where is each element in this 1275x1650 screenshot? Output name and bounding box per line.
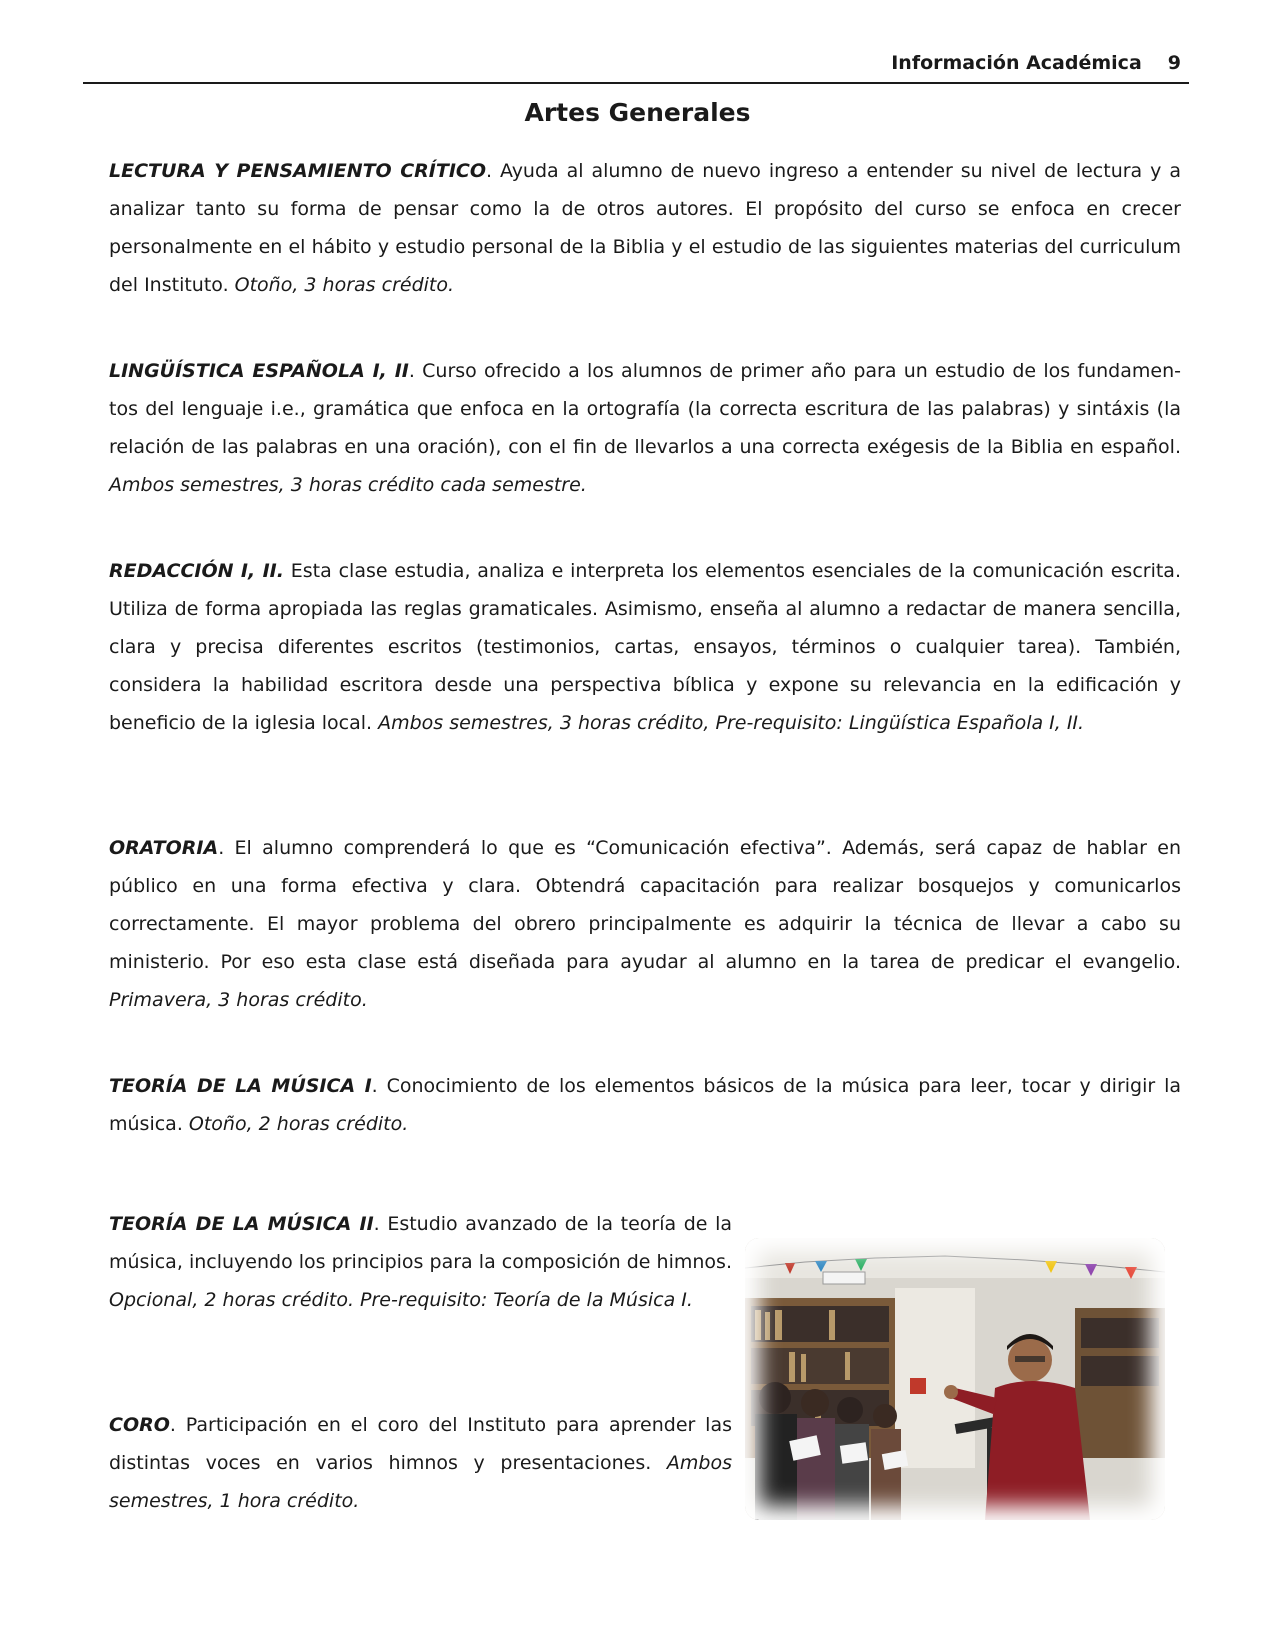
page-header — [83, 46, 1189, 84]
course-credits: Ambos semestres, 3 horas crédito cada semestre. — [109, 474, 587, 496]
course-entry-musica-2: TEORÍA DE LA MÚSICA II. Estudio avanzado de la teoría de la música, incluyendo los principios para la composición de himnos. Opcional, 2 horas crédito. Pre-requisito: Teoría de la Música I. — [109, 1213, 732, 1311]
course-description: Curso ofrecido a los alumnos de primer año para un estudio de los fundamentos del lenguaje i.e., gramática que enfoca en la ortografía (la correcta escritura de las palabras) y sintáxis (la relación de las palabras en una oración), con el fin de llevarlos a una correcta exégesis de la Biblia en español. — [109, 360, 1181, 458]
course-name: TEORÍA DE LA MÚSICA I — [109, 1075, 372, 1097]
choir-rehearsal-photo — [745, 1238, 1165, 1520]
course-name: REDACCIÓN I, II. — [109, 560, 284, 582]
course-name: LECTURA Y PENSAMIENTO CRÍTICO — [109, 160, 486, 182]
course-name: ORATORIA — [109, 837, 219, 859]
course-description: El alumno comprenderá lo que es “Comunicación efectiva”. Además, será capaz de hablar en público en una forma efectiva y clara. Obtendrá capacitación para realizar bosquejos y comunicarlos correctamente. El mayor problema del obrero principalmente es adquirir la técnica de llevar a cabo su ministerio. Por eso esta clase está diseñada para ayudar al alumno en la tarea de predicar el evangelio. — [109, 837, 1181, 973]
course-credits: Otoño, 3 horas crédito. — [234, 274, 455, 296]
course-entry-lectura: LECTURA Y PENSAMIENTO CRÍTICO. Ayuda al alumno de nuevo ingreso a entender su nivel de lectura y a analizar tanto su forma de pensar como la de otros autores. El propósito del curso se enfoca en crecer personalmente en el hábito y estudio personal de la Biblia y el estudio de las siguientes materias del curriculum del Instituto. Otoño, 3 horas crédito. — [109, 160, 1181, 296]
course-entry-linguistica: LINGÜÍSTICA ESPAÑOLA I, II. Curso ofrecido a los alumnos de primer año para un estudio de los fundamentos del lenguaje i.e., gramática que enfoca en la ortografía (la correcta escritura de las palabras) y sintáxis (la relación de las palabras en una oración), con el fin de llevarlos a una correcta exégesis de la Biblia en español. Ambos semestres, 3 horas crédito cada semestre. — [109, 360, 1181, 496]
photo-illustration — [745, 1238, 1165, 1520]
running-head — [891, 52, 1181, 74]
course-credits: Primavera — [109, 989, 207, 1011]
section-name: Información Académica — [891, 52, 1142, 74]
course-name: TEORÍA DE LA MÚSICA II — [109, 1213, 374, 1235]
course-name: LINGÜÍSTICA ESPAÑOLA I, II — [109, 360, 409, 382]
course-name: CORO — [109, 1414, 170, 1436]
page-number: 9 — [1167, 52, 1181, 74]
course-entry-oratoria: ORATORIA. El alumno comprenderá lo que es “Comunicación efectiva”. Además, será capaz de hablar en público en una forma efectiva y clara. Obtendrá capacitación para realizar bosquejos y comunicarlos correctamente. El mayor problema del obrero principalmente es adquirir la técnica de llevar a cabo su ministerio. Por eso esta clase está diseñada para ayudar al alumno en la tarea de predicar el evangelio. Primavera, 3 horas crédito. — [109, 837, 1181, 1011]
course-credits-tail: , 3 horas crédito. — [206, 989, 368, 1011]
course-credits: Opcional, 2 horas crédito. Pre-requisito: Teoría de la Música I. — [109, 1289, 693, 1311]
course-credits: Ambos semestres, 3 horas crédito, Pre-requisito: Lingüística Española I, II. — [378, 712, 1085, 734]
course-credits: Ambos semestres, 1 hora crédito. — [109, 1452, 732, 1512]
course-description: Participación en el coro del Instituto para aprender las distintas voces en varios himnos y presentaciones. — [109, 1414, 732, 1474]
course-entry-coro: CORO. Participación en el coro del Instituto para aprender las distintas voces en varios himnos y presentaciones. Ambos semestres, 1 hora crédito. — [109, 1414, 732, 1512]
course-description: Ayuda al alumno de nuevo ingreso a entender su nivel de lectura y a analizar tanto su forma de pensar como la de otros autores. El propósito del curso se enfoca en crecer personalmente en el hábito y estudio personal de la Biblia y el estudio de las siguientes materias del curriculum del Instituto. — [109, 160, 1181, 296]
course-entry-redaccion — [109, 552, 1181, 742]
course-description: Esta clase estudia, analiza e interpreta los elementos esenciales de la comunicación escrita. Utiliza de forma apropiada las reglas gramaticales. Asimismo, enseña al alumno a redactar de manera sencilla, clara y precisa diferentes escritos (testimonios, cartas, ensayos, términos o cualquier tarea). También, considera la habilidad escritora desde una perspectiva bíblica y expone su relevancia en la edificación y beneficio de la iglesia local. — [109, 560, 1181, 734]
course-credits: Otoño, 2 horas crédito. — [188, 1113, 409, 1135]
page-title: Artes Generales — [524, 98, 751, 127]
course-description: Conocimiento de los elementos básicos de la música para leer, tocar y dirigir la música. — [109, 1075, 1181, 1135]
course-entry-musica-1: TEORÍA DE LA MÚSICA I. Conocimiento de los elementos básicos de la música para leer, tocar y dirigir la música. Otoño, 2 horas crédito. — [109, 1075, 1181, 1135]
course-description: Estudio avanzado de la teoría de la música, incluyendo los principios para la composición de himnos. — [109, 1213, 732, 1273]
